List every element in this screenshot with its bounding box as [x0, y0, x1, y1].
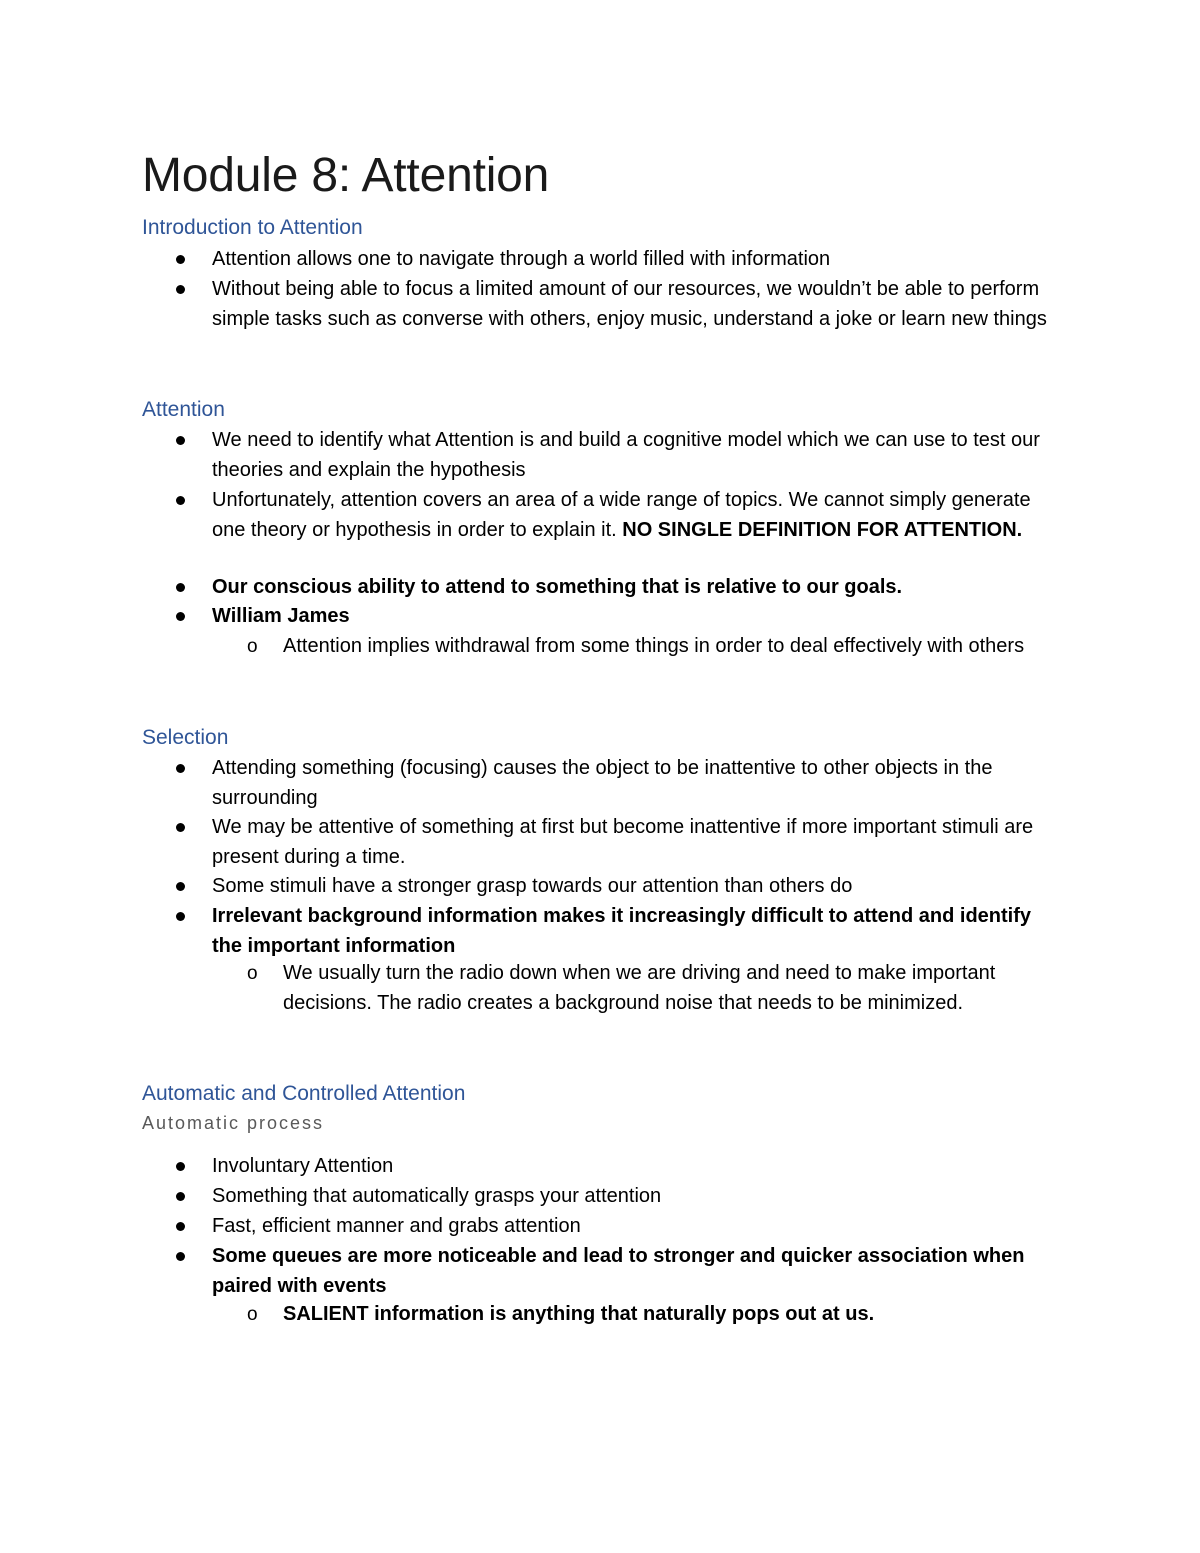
list-item: Our conscious ability to attend to something that is relative to our goals. [212, 576, 903, 598]
list-item: Some queues are more noticeable and lead to stronger and quicker association when paired with events [212, 1245, 1025, 1297]
list-item [212, 486, 1062, 545]
bullet-icon [176, 436, 185, 445]
list-item: Fast, efficient manner and grabs attention [212, 1215, 581, 1237]
sub-bullet-icon: o [247, 963, 258, 984]
list-item: Some stimuli have a stronger grasp towards our attention than others do [212, 875, 853, 897]
bullet-icon [176, 882, 185, 891]
bullet-icon [176, 912, 185, 921]
bullet-icon [176, 823, 185, 832]
list-item: Attention allows one to navigate through a world filled with information [212, 248, 831, 270]
bullet-icon [176, 583, 185, 592]
bullet-icon [176, 1252, 185, 1261]
emphasis-text: NO SINGLE DEFINITION FOR ATTENTION. [622, 518, 1023, 541]
sub-bullet-icon: o [247, 636, 258, 657]
sub-list-item: SALIENT information is anything that naturally pops out at us. [283, 1303, 875, 1325]
subsection-heading-automatic-process: Automatic process [142, 1113, 325, 1133]
sub-bullet-icon: o [247, 1304, 258, 1325]
bullet-icon [176, 255, 185, 264]
bullet-icon [176, 1222, 185, 1231]
bullet-icon [176, 285, 185, 294]
list-item: Without being able to focus a limited amount of our resources, we wouldn’t be able to perform simple tasks such as converse with others, enjoy music, understand a joke or learn new things [212, 278, 1047, 330]
section-heading-attention: Attention [142, 398, 225, 421]
list-item: We may be attentive of something at first but become inattentive if more important stimuli are present during a time. [212, 816, 1034, 868]
list-item: Something that automatically grasps your attention [212, 1185, 662, 1207]
list-item: Involuntary Attention [212, 1155, 394, 1177]
list-item: Attending something (focusing) causes the object to be inattentive to other objects in the surrounding [212, 757, 993, 809]
section-heading-automatic-controlled: Automatic and Controlled Attention [142, 1082, 466, 1105]
bullet-icon [176, 612, 185, 621]
list-item-text: Unfortunately, attention covers an area of a wide range of topics. We cannot simply generate one theory or hypothesis in order to explain it. [212, 489, 1031, 541]
sub-list-item: We usually turn the radio down when we are driving and need to make important decisions. The radio creates a background noise that needs to be minimized. [283, 962, 996, 1014]
bullet-icon [176, 496, 185, 505]
section-heading-selection: Selection [142, 726, 229, 749]
bullet-icon [176, 1192, 185, 1201]
bullet-icon [176, 764, 185, 773]
list-item: William James [212, 605, 350, 627]
page-title: Module 8: Attention [142, 149, 550, 202]
bullet-icon [176, 1162, 185, 1171]
sub-list-item: Attention implies withdrawal from some things in order to deal effectively with others [283, 635, 1025, 657]
list-item: We need to identify what Attention is and build a cognitive model which we can use to test our theories and explain the hypothesis [212, 429, 1040, 481]
list-item: Irrelevant background information makes it increasingly difficult to attend and identify the important information [212, 905, 1032, 957]
section-heading-introduction: Introduction to Attention [142, 216, 363, 239]
